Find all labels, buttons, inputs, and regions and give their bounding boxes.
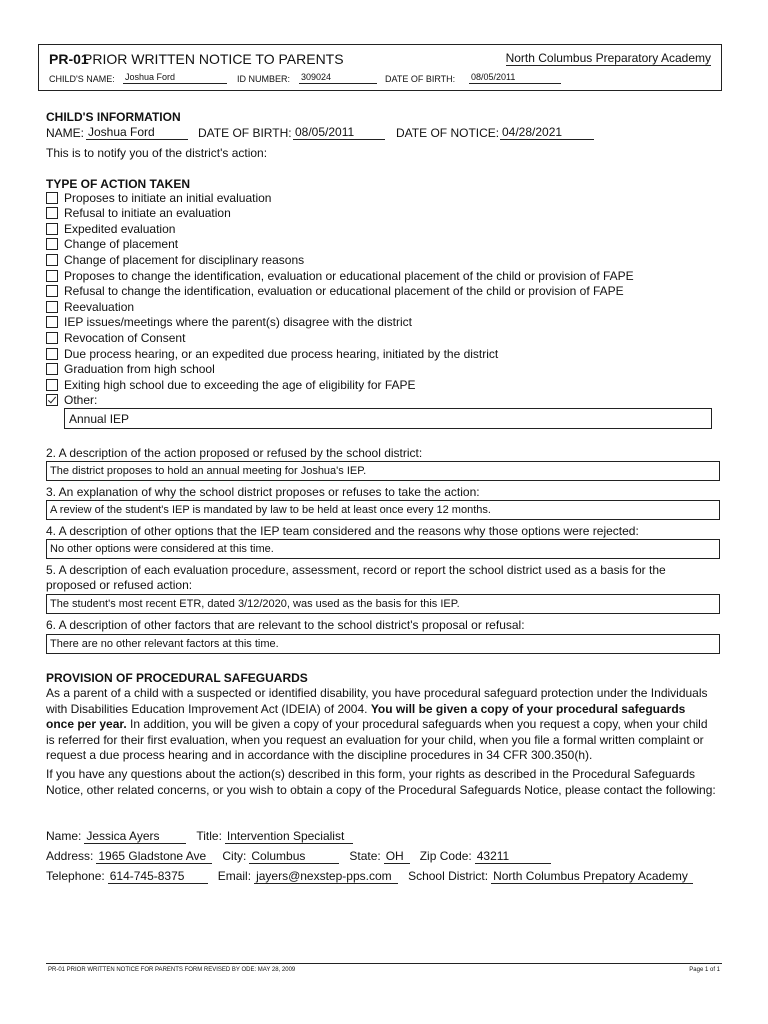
safeguards-paragraph: As a parent of a child with a suspected or identified disability, you have procedural safeguard protection under the Individuals with Disabilities Education Improvement Act (IDEIA) of 2004. You will be given a copy of your procedural safeguards once per year. In addition, you will be given a copy of your procedural safeguards when you request a copy, when your child is referred for their first evaluation, when you request an evaluation for your child, when you file a formal written complaint or request a due process hearing and in accordance with the discipline procedures in 34 CFR 300.350(h). <box>46 686 708 763</box>
checkbox[interactable] <box>46 301 58 313</box>
action-option[interactable]: Change of placement <box>46 237 178 252</box>
action-option[interactable]: Proposes to initiate an initial evaluation <box>46 190 271 205</box>
footer-divider <box>46 963 722 964</box>
question-2-answer[interactable]: The district proposes to hold an annual meeting for Joshua's IEP. <box>46 461 720 481</box>
contact-row-1 <box>46 829 363 844</box>
checkbox[interactable] <box>46 192 58 204</box>
contact-city-label: City: <box>222 849 247 863</box>
checkbox[interactable] <box>46 254 58 266</box>
action-option[interactable]: Refusal to initiate an evaluation <box>46 206 231 221</box>
action-option[interactable]: Proposes to change the identification, evaluation or educational placement of the child or provision of FAPE <box>46 268 634 283</box>
contact-email-label: Email: <box>217 869 252 883</box>
question-5-label: 5. A description of each evaluation procedure, assessment, record or report the school district used as a basis for the <box>46 563 666 577</box>
child-name-label: NAME: <box>46 126 85 140</box>
question-2-label: 2. A description of the action proposed or refused by the school district: <box>46 446 423 460</box>
question-5-answer[interactable]: The student's most recent ETR, dated 3/12/2020, was used as the basis for this IEP. <box>46 594 720 614</box>
other-action-field[interactable]: Annual IEP <box>64 408 712 429</box>
action-title: TYPE OF ACTION TAKEN <box>46 177 190 191</box>
safeguards-title: PROVISION OF PROCEDURAL SAFEGUARDS <box>46 671 308 685</box>
action-option[interactable]: Graduation from high school <box>46 362 215 377</box>
contact-state-label: State: <box>349 849 381 863</box>
contact-city-field[interactable]: Columbus <box>249 849 339 864</box>
header-childs-name-field[interactable]: Joshua Ford <box>123 72 227 84</box>
contact-state-field[interactable]: OH <box>384 849 410 864</box>
contact-district-field[interactable]: North Columbus Prepatory Academy <box>491 869 693 884</box>
header-dob-label: DATE OF BIRTH: <box>385 74 456 84</box>
checkbox[interactable] <box>46 363 58 375</box>
contact-email-field[interactable]: jayers@nexstep-pps.com <box>254 869 398 884</box>
checkbox[interactable] <box>46 223 58 235</box>
child-dob-label: DATE OF BIRTH: <box>198 126 292 140</box>
notice-date-label: DATE OF NOTICE: <box>396 126 500 140</box>
child-dob-field[interactable]: 08/05/2011 <box>293 125 385 140</box>
question-6-label: 6. A description of other factors that are relevant to the school district's proposal or refusal: <box>46 618 525 632</box>
header-school-name: North Columbus Preparatory Academy <box>505 51 711 65</box>
checkbox-checked[interactable] <box>46 394 58 406</box>
contact-title-label: Title: <box>196 829 222 843</box>
contact-phone-label: Telephone: <box>46 869 105 883</box>
contact-name-label: Name: <box>46 829 82 843</box>
action-option[interactable]: Reevaluation <box>46 299 134 314</box>
action-option[interactable]: Due process hearing, or an expedited due process hearing, initiated by the district <box>46 346 498 361</box>
contact-name-field[interactable]: Jessica Ayers <box>84 829 186 844</box>
contact-address-label: Address: <box>46 849 94 863</box>
contact-address-field[interactable]: 1965 Gladstone Ave <box>96 849 212 864</box>
checkbox[interactable] <box>46 270 58 282</box>
question-4-answer[interactable]: No other options were considered at this time. <box>46 539 720 559</box>
child-name-field[interactable]: Joshua Ford <box>86 125 188 140</box>
question-3-label: 3. An explanation of why the school district proposes or refuses to take the action: <box>46 485 480 499</box>
header-id-field[interactable]: 309024 <box>299 72 377 84</box>
notify-text: This is to notify you of the district's action: <box>46 146 268 160</box>
action-option[interactable]: Change of placement for disciplinary reasons <box>46 252 304 267</box>
checkbox[interactable] <box>46 348 58 360</box>
contact-phone-field[interactable]: 614-745-8375 <box>108 869 208 884</box>
question-6-answer[interactable]: There are no other relevant factors at this time. <box>46 634 720 654</box>
header-id-label: ID NUMBER: <box>237 74 291 84</box>
checkbox[interactable] <box>46 316 58 328</box>
contact-instructions: If you have any questions about the action(s) described in this form, your rights as described in the Procedural Safeguards Notice, other related concerns, or you wish to obtain a copy of the Procedural Safeguards Notice, please contact the following: <box>46 767 716 797</box>
header-childs-name-label: CHILD'S NAME: <box>49 74 115 84</box>
contact-zip-field[interactable]: 43211 <box>475 849 551 864</box>
contact-row-2 <box>46 849 561 864</box>
contact-zip-label: Zip Code: <box>419 849 472 863</box>
action-option[interactable]: Refusal to change the identification, evaluation or educational placement of the child or provision of FAPE <box>46 284 624 299</box>
checkbox[interactable] <box>46 238 58 250</box>
question-3-answer[interactable]: A review of the student's IEP is mandated by law to be held at least once every 12 months. <box>46 500 720 520</box>
checkbox[interactable] <box>46 332 58 344</box>
footer-form-revision: PR-01 PRIOR WRITTEN NOTICE FOR PARENTS FORM REVISED BY ODE: MAY 28, 2009 <box>48 967 296 973</box>
checkbox[interactable] <box>46 285 58 297</box>
question-4-label: 4. A description of other options that the IEP team considered and the reasons why those options were rejected: <box>46 524 639 538</box>
action-option[interactable]: Exiting high school due to exceeding the age of eligibility for FAPE <box>46 377 416 392</box>
contact-title-field[interactable]: Intervention Specialist <box>225 829 353 844</box>
form-id: PR-01 <box>49 51 89 67</box>
form-title: PRIOR WRITTEN NOTICE TO PARENTS <box>83 51 344 67</box>
contact-district-label: School District: <box>408 869 489 883</box>
header-dob-field[interactable]: 08/05/2011 <box>469 72 561 84</box>
form-header <box>38 44 722 91</box>
question-5-label-continued: proposed or refused action: <box>46 578 193 592</box>
footer-page-number: Page 1 of 1 <box>689 967 720 973</box>
notice-date-field[interactable]: 04/28/2021 <box>500 125 594 140</box>
action-option[interactable]: IEP issues/meetings where the parent(s) disagree with the district <box>46 315 412 330</box>
action-option-other[interactable]: Other: <box>46 393 97 408</box>
action-option[interactable]: Revocation of Consent <box>46 330 185 345</box>
childs-info-title: CHILD'S INFORMATION <box>46 110 181 124</box>
checkbox[interactable] <box>46 379 58 391</box>
checkbox[interactable] <box>46 207 58 219</box>
action-option[interactable]: Expedited evaluation <box>46 221 175 236</box>
contact-row-3 <box>46 869 703 884</box>
